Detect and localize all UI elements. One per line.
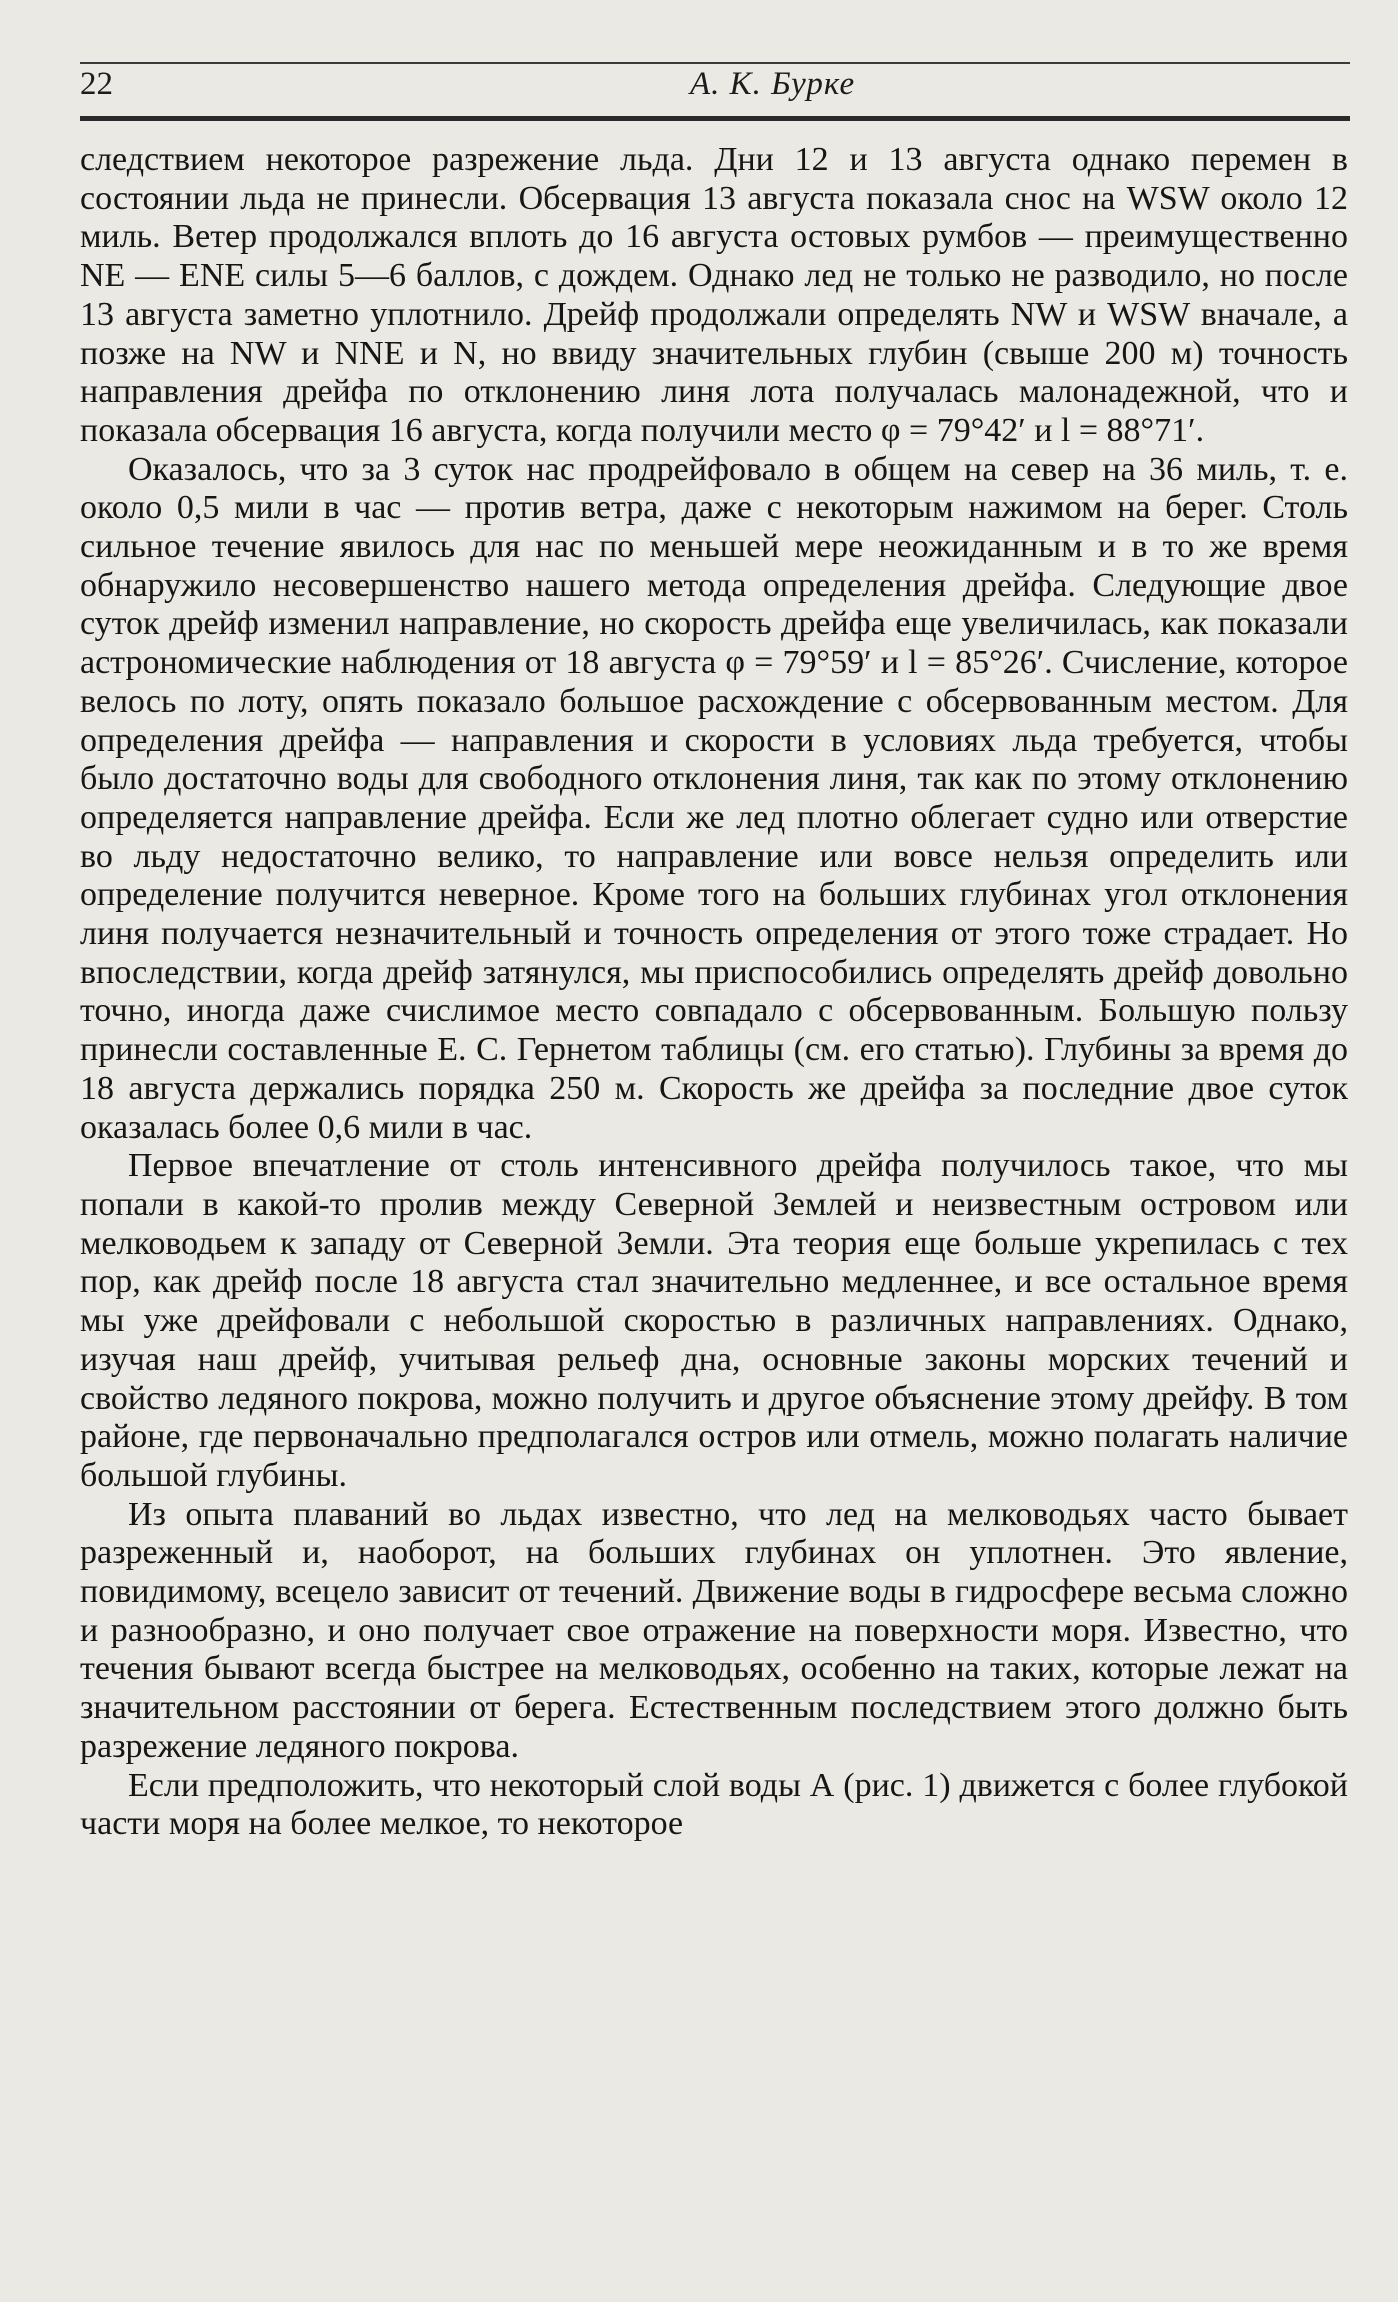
paragraph-continued: следствием некоторое разрежение льда. Дни 12 и 13 августа однако перемен в состоянии льда не принесли. Обсервация 13 августа показала снос на WSW около 12 миль. Ветер продолжался вплоть до 16 августа остовых румбов — преимущественно NE — ENE силы 5—6 баллов, с дождем. Однако лед не только не разводило, но после 13 августа заметно уплотнило. Дрейф продолжали определять NW и WSW вначале, а позже на NW и NNE и N, но ввиду значительных глубин (свыше 200 м) точность направления дрейфа по отклонению линя лота получалась малонадежной, что и показала обсервация 16 августа, когда получили место φ = 79°42′ и l = 88°71′. — [80, 141, 1348, 449]
paragraph: Первое впечатление от столь интенсивного дрейфа получилось такое, что мы попали в какой-то пролив между Северной Землей и неизвестным островом или мелководьем к западу от Северной Земли. Эта теория еще больше укрепилась с тех пор, как дрейф после 18 августа стал значительно медленнее, и все остальное время мы уже дрейфовали с небольшой скоростью в различных направлениях. Однако, изучая наш дрейф, учитывая рельеф дна, основные законы морских течений и свойство ледяного покрова, можно получить и другое объяснение этому дрейфу. В том районе, где первоначально предполагался остров или отмель, можно полагать наличие большой глубины. — [80, 1147, 1348, 1494]
page-number: 22 — [80, 66, 113, 102]
body-text — [80, 141, 1348, 1844]
paragraph: Оказалось, что за 3 суток нас продрейфовало в общем на север на 36 миль, т. е. около 0,5 мили в час — против ветра, даже с некоторым нажимом на берег. Столь сильное течение явилось для нас по меньшей мере неожиданным и в то же время обнаружило несовершенство нашего метода определения дрейфа. Следующие двое суток дрейф изменил направление, но скорость дрейфа еще увеличилась, как показали астрономические наблюдения от 18 августа φ = 79°59′ и l = 85°26′. Счисление, которое велось по лоту, опять показало большое расхождение с обсервованным местом. Для определения дрейфа — направления и скорости в условиях льда требуется, чтобы было достаточно воды для свободного отклонения линя, так как по этому отклонению определяется направление дрейфа. Если же лед плотно облегает судно или отверстие во льду недостаточно велико, то направление или вовсе нельзя определить или определение получится неверное. Кроме того на больших глубинах угол отклонения линя получается незначительный и точность определения от этого тоже страдает. Но впоследствии, когда дрейф затянулся, мы приспособились определять дрейф довольно точно, иногда даже счислимое место совпадало с обсервованным. Большую пользу принесли составленные Е. С. Гернетом таблицы (см. его статью). Глубины за время до 18 августа держались порядка 250 м. Скорость же дрейфа за последние двое суток оказалась более 0,6 мили в час. — [80, 450, 1348, 1146]
paragraph: Если предположить, что некоторый слой воды А (рис. 1) движется с более глубокой части моря на более мелкое, то некоторое — [80, 1766, 1348, 1843]
running-head-author: А. К. Бурке — [690, 66, 856, 102]
paragraph: Из опыта плаваний во льдах известно, что лед на мелководьях часто бывает разреженный и, наоборот, на больших глубинах он уплотнен. Это явление, повидимому, всецело зависит от течений. Движение воды в гидросфере весьма сложно и разнообразно, и оно получает свое отражение на поверхности моря. Известно, что течения бывают всегда быстрее на мелководьях, особенно на таких, которые лежат на значительном расстоянии от берега. Естественным последствием этого должно быть разрежение ледяного покрова. — [80, 1495, 1348, 1765]
page-header — [80, 62, 1350, 121]
